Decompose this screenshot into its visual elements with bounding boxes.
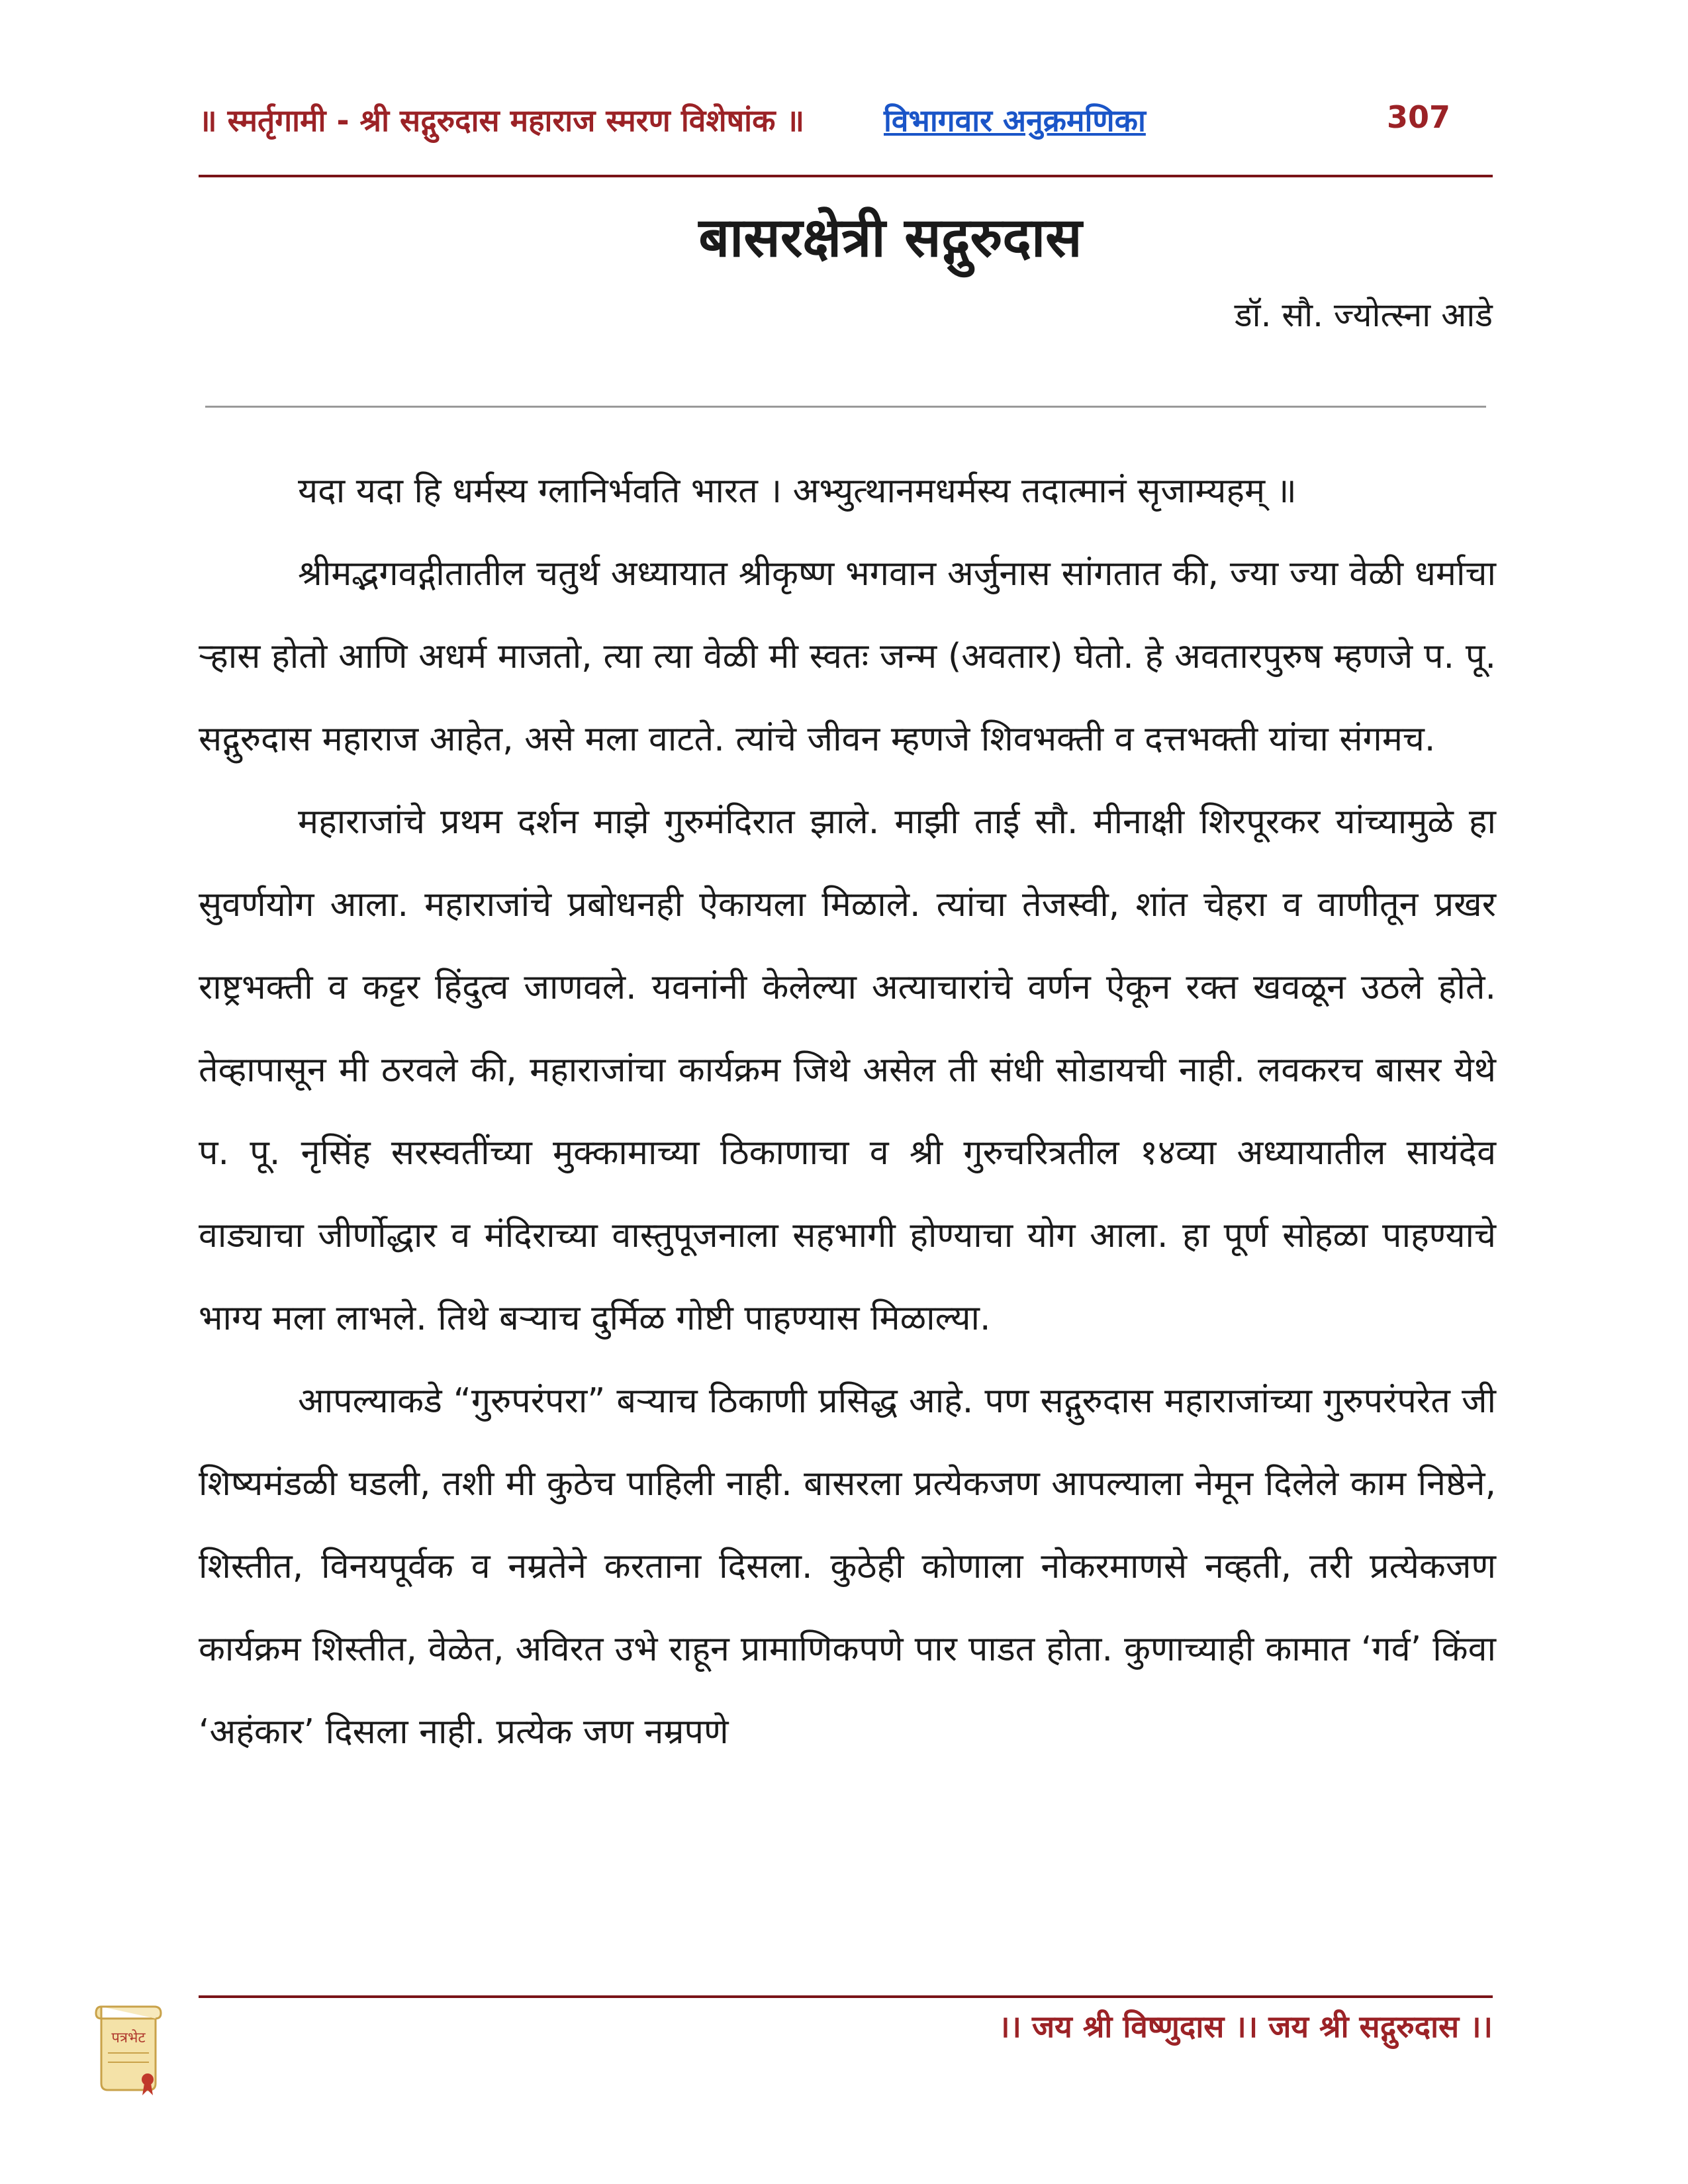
footer-slogan: ।। जय श्री विष्णुदास ।। जय श्री सद्गुरुदास ।। (998, 2009, 1493, 2044)
logo-text: पत्रभेट (111, 2030, 146, 2046)
sanskrit-verse: यदा यदा हि धर्मस्य ग्लानिर्भवति भारत । अभ्युत्थानमधर्मस्य तदात्मानं सृजाम्यहम् ॥ (298, 471, 1297, 511)
title-divider (205, 406, 1486, 408)
article-body (199, 450, 1496, 1774)
patrabhet-scroll-logo (89, 1999, 169, 2098)
paragraph-3: आपल्याकडे “गुरुपरंपरा” बऱ्याच ठिकाणी प्रसिद्ध आहे. पण सद्गुरुदास महाराजांच्या गुरुपरंपरेत जी शिष्यमंडळी घडली, तशी मी कुठेच पाहिली नाही. बासरला प्रत्येकजण आपल्याला नेमून दिलेले काम निष्ठेने, शिस्तीत, विनयपूर्वक व नम्रतेने करताना दिसला. कुठेही कोणाला नोकरमाणसे नव्हती, तरी प्रत्येकजण कार्यक्रम शिस्तीत, वेळेत, अविरत उभे राहून प्रामाणिकपणे पार पाडत होता. कुणाच्याही कामात ‘गर्व’ किंवा ‘अहंकार’ दिसला नाही. प्रत्येक जण नम्रपणे (199, 1381, 1496, 1752)
paragraph-2: महाराजांचे प्रथम दर्शन माझे गुरुमंदिरात झाले. माझी ताई सौ. मीनाक्षी शिरपूरकर यांच्यामुळे हा सुवर्णयोग आला. महाराजांचे प्रबोधनही ऐकायला मिळाले. त्यांचा तेजस्वी, शांत चेहरा व वाणीतून प्रखर राष्ट्रभक्ती व कट्टर हिंदुत्व जाणवले. यवनांनी केलेल्या अत्याचारांचे वर्णन ऐकून रक्त खवळून उठले होते. तेव्हापासून मी ठरवले की, महाराजांचा कार्यक्रम जिथे असेल ती संधी सोडायची नाही. लवकरच बासर येथे प. पू. नृसिंह सरस्वतींच्या मुक्कामाच्या ठिकाणाचा व श्री गुरुचरित्रतील १४व्या अध्यायातील सायंदेव वाड्याचा जीर्णोद्धार व मंदिराच्या वास्तुपूजनाला सहभागी होण्याचा योग आला. हा पूर्ण सोहळा पाहण्याचे भाग्य मला लाभले. तिथे बऱ्याच दुर्मिळ गोष्टी पाहण्यास मिळाल्या. (199, 802, 1496, 1338)
page-number: 307 (1387, 99, 1451, 135)
article-title: बासरक्षेत्री सद्गुरुदास (698, 206, 1082, 269)
paragraph-1: श्रीमद्भगवद्गीतातील चतुर्थ अध्यायात श्रीकृष्ण भगवान अर्जुनास सांगतात की, ज्या ज्या वेळी धर्माचा ऱ्हास होतो आणि अधर्म माजतो, त्या त्या वेळी मी स्वतः जन्म (अवतार) घेतो. हे अवतारपुरुष म्हणजे प. पू. सद्गुरुदास महाराज आहेत, असे मला वाटते. त्यांचे जीवन म्हणजे शिवभक्ती व दत्तभक्ती यांचा संगमच. (199, 554, 1496, 759)
section-index-link[interactable]: विभागवार अनुक्रमणिका (884, 103, 1146, 138)
article-author: डॉ. सौ. ज्योत्स्ना आडे (1234, 296, 1493, 334)
magazine-header-title: ॥ स्मर्तृगामी - श्री सद्गुरुदास महाराज स्मरण विशेषांक ॥ (199, 103, 804, 138)
footer-divider (199, 1995, 1493, 1998)
header-divider (199, 175, 1493, 177)
